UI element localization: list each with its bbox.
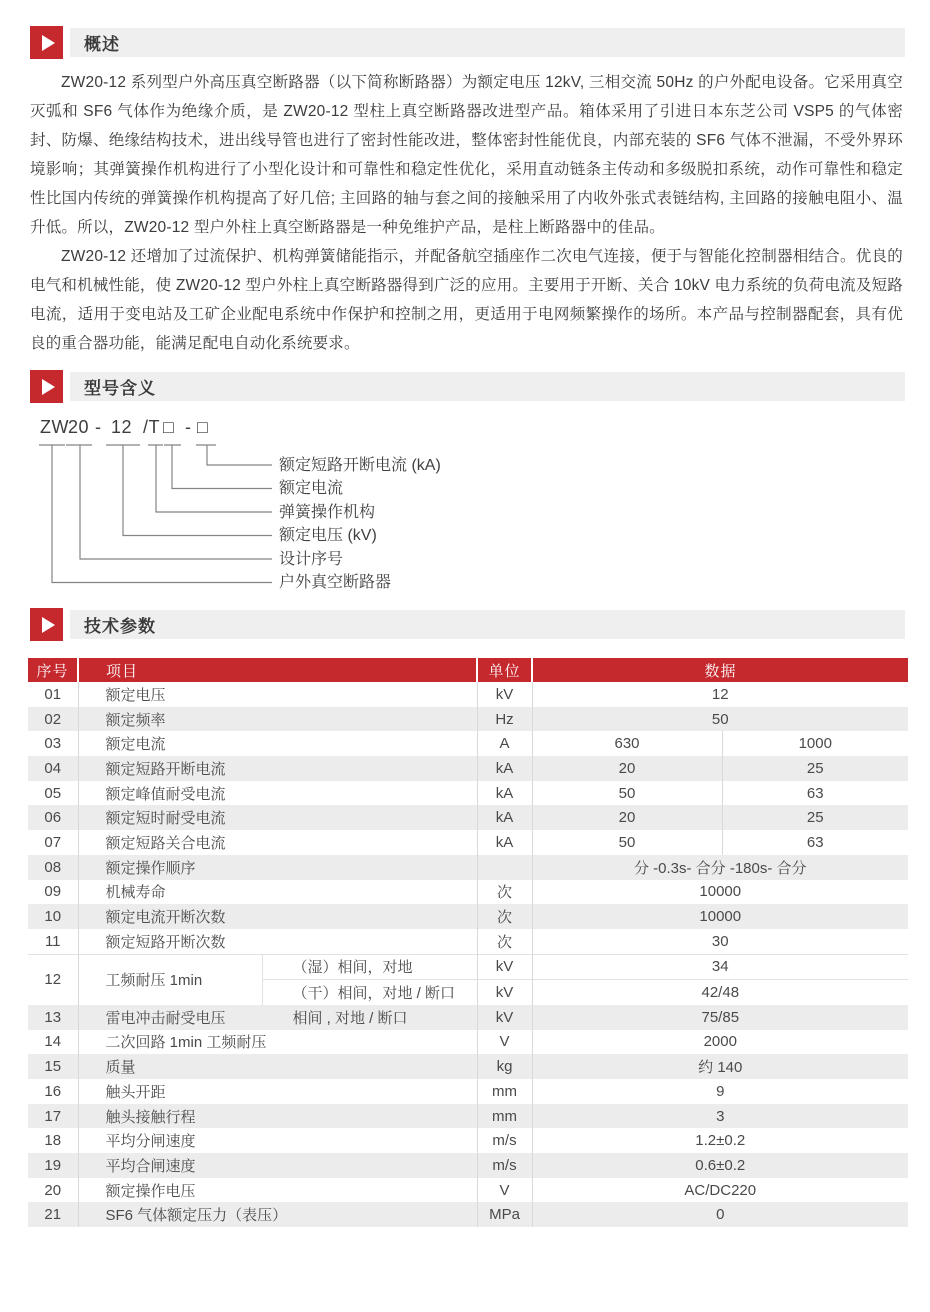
cell-item: 机械寿命 [78, 880, 477, 905]
cell-unit: kV [477, 1005, 532, 1030]
cell-no: 10 [44, 908, 62, 926]
cell-unit: kV [477, 954, 532, 980]
section-overview-header [30, 26, 905, 59]
model-label: 额定短路开断电流 (kA) [279, 457, 441, 474]
cell-no: 11 [44, 932, 61, 950]
cell-no: 21 [44, 1206, 62, 1224]
table-row [28, 1202, 908, 1227]
cell-unit: kA [477, 781, 532, 806]
cell-value: 1.2±0.2 [532, 1128, 908, 1153]
cell-unit: m/s [477, 1128, 532, 1153]
cell-item: 平均合闸速度 [78, 1153, 477, 1178]
cell-value: AC/DC220 [532, 1178, 908, 1203]
spec-table-body [28, 682, 908, 1227]
triangle-glyph [42, 379, 55, 395]
cell-value: 50 [532, 781, 722, 806]
column-header-no: 序号 [28, 658, 78, 682]
cell-item: 额定操作顺序 [78, 855, 477, 880]
cell-value: 25 [722, 805, 908, 830]
cell-value: 约 140 [532, 1054, 908, 1079]
column-header-unit: 单位 [477, 658, 532, 682]
cell-no: 13 [44, 1008, 62, 1026]
item-label: 雷电冲击耐受电压 [105, 1009, 226, 1027]
cell-item: 额定短时耐受电流 [78, 805, 477, 830]
cell-unit: kV [477, 682, 532, 707]
cell-value: 1000 [722, 731, 908, 756]
table-row [28, 904, 908, 929]
section-title-bar [70, 610, 905, 639]
cell-value: 63 [722, 830, 908, 855]
table-row [28, 830, 908, 855]
model-code-segment: □ [163, 417, 175, 437]
cell-item: 额定操作电压 [78, 1178, 477, 1203]
model-label: 弹簧操作机构 [279, 504, 376, 521]
model-label: 额定电流 [279, 480, 344, 497]
table-row [28, 880, 908, 905]
play-triangle-icon [30, 370, 63, 403]
cell-item: 触头开距 [78, 1079, 477, 1104]
cell-unit: V [477, 1030, 532, 1055]
cell-value: 30 [532, 929, 908, 954]
section-title-model: 型号含义 [84, 379, 156, 398]
cell-unit: A [477, 731, 532, 756]
cell-item: 工频耐压 1min [78, 954, 262, 1005]
cell-value: 10000 [532, 880, 908, 905]
table-row [28, 1153, 908, 1178]
cell-unit: kA [477, 830, 532, 855]
cell-item: 二次回路 1min 工频耐压 [78, 1030, 477, 1055]
cell-value: 34 [532, 954, 908, 980]
overview-paragraph-2: ZW20-12 还增加了过流保护、机构弹簧储能指示，并配备航空插座作二次电气连接，便于与智能化控制器相结合。优良的电气和机械性能，使 ZW20-12 型户外柱上真空断路器得到广泛的应用。主要用于开断、关合 10kV 电力系统的负荷电流及短路电流，适用于变电站及工矿企业配电系统中作保护和控制之用，更适用于电网频繁操作的场所。本产品与控制器配套，具有优良的重合器功能，能满足配电自动化系统要求。 [30, 248, 903, 352]
cell-unit: mm [477, 1079, 532, 1104]
table-row [28, 1030, 908, 1055]
table-row [28, 1104, 908, 1129]
item-with-sublabel [106, 1007, 477, 1028]
model-label: 设计序号 [279, 551, 344, 568]
cell-no: 19 [44, 1156, 62, 1174]
cell-no: 02 [44, 710, 62, 728]
model-code-segment: ZW [40, 417, 69, 437]
table-row [28, 855, 908, 880]
overview-paragraph-1: ZW20-12 系列型户外高压真空断路器（以下简称断路器）为额定电压 12kV, 三相交流 50Hz 的户外配电设备。它采用真空灭弧和 SF6 气体作为绝缘介质，是 ZW20-12 型柱上真空断路器改进型产品。箱体采用了引进日本东芝公司 VSP5 的气体密封、防爆、绝缘结构技术，进出线导管也进行了密封性能改进，整体密封性能优良，内部充装的 SF6 气体不泄漏，不受外界环境影响；其弹簧操作机构进行了小型化设计和可靠性和稳定性优化，采用直动链条主传动和多级脱扣系统，动作可靠性和稳定性比国内传统的弹簧操作机构提高了好几倍; 主回路的轴与套之间的接触采用了内收外张式表链结构, 主回路的接触电阻小、温升低。所以，ZW20-12 型户外柱上真空断路器是一种免维护产品，是柱上断路器中的佳品。 [30, 74, 903, 236]
table-row [28, 1079, 908, 1104]
model-code-segment: 12 [111, 417, 133, 437]
cell-subitem: （干）相间，对地 / 断口 [292, 985, 456, 1003]
cell-item: 额定电压 [78, 682, 477, 707]
cell-no: 12 [28, 954, 78, 1005]
model-code-segment: 20 [68, 417, 90, 437]
cell-unit: V [477, 1178, 532, 1203]
cell-value: 12 [532, 682, 908, 707]
table-row [28, 805, 908, 830]
cell-unit: kg [477, 1054, 532, 1079]
cell-no: 06 [44, 809, 62, 827]
datasheet-page [0, 26, 930, 1312]
table-row [28, 929, 908, 954]
cell-value: 42/48 [532, 980, 908, 1005]
spec-table [28, 658, 908, 1227]
table-row [28, 1128, 908, 1153]
cell-no: 18 [44, 1132, 62, 1150]
cell-item: 额定电流开断次数 [78, 904, 477, 929]
item-sublabel: 相间 , 对地 / 断口 [292, 1009, 408, 1027]
column-header-data: 数据 [532, 658, 908, 682]
cell-no: 09 [44, 883, 62, 901]
table-row [28, 1054, 908, 1079]
triangle-glyph [42, 35, 55, 51]
table-row [28, 781, 908, 806]
section-specs-header [30, 608, 905, 641]
cell-value: 630 [532, 731, 722, 756]
cell-unit: 次 [477, 904, 532, 929]
column-header-item: 项目 [78, 658, 477, 682]
cell-value: 75/85 [532, 1005, 908, 1030]
section-title-specs: 技术参数 [84, 617, 156, 636]
cell-value: 20 [532, 756, 722, 781]
model-code-segment: - [185, 417, 192, 437]
cell-no: 04 [44, 759, 62, 777]
cell-item: 额定短路关合电流 [78, 830, 477, 855]
cell-value: 10000 [532, 904, 908, 929]
table-row [28, 1178, 908, 1203]
cell-unit: m/s [477, 1153, 532, 1178]
cell-no: 01 [44, 685, 62, 703]
cell-value: 2000 [532, 1030, 908, 1055]
table-header-row [28, 658, 908, 682]
cell-no: 17 [44, 1107, 62, 1125]
model-connector-lines [0, 413, 930, 598]
cell-unit: MPa [477, 1202, 532, 1227]
cell-unit: mm [477, 1104, 532, 1129]
cell-value: 分 -0.3s- 合分 -180s- 合分 [532, 855, 908, 880]
table-row [28, 756, 908, 781]
cell-value: 0.6±0.2 [532, 1153, 908, 1178]
overview-text [30, 68, 903, 358]
cell-value: 0 [532, 1202, 908, 1227]
cell-no: 05 [44, 784, 62, 802]
cell-no: 08 [44, 858, 62, 876]
section-title-bar [70, 372, 905, 401]
cell-no: 03 [44, 735, 62, 753]
cell-value: 3 [532, 1104, 908, 1129]
cell-subitem: （湿）相间，对地 [262, 954, 477, 980]
cell-value: 9 [532, 1079, 908, 1104]
cell-value: 63 [722, 781, 908, 806]
play-triangle-icon [30, 26, 63, 59]
table-row [28, 954, 908, 980]
cell-unit: 次 [477, 880, 532, 905]
cell-item: 额定频率 [78, 707, 477, 732]
cell-unit: Hz [477, 707, 532, 732]
cell-value: 20 [532, 805, 722, 830]
cell-value: 50 [532, 707, 908, 732]
section-title-bar [70, 28, 905, 57]
cell-item: SF6 气体额定压力（表压） [78, 1202, 477, 1227]
cell-no: 14 [44, 1033, 62, 1051]
table-row [28, 731, 908, 756]
cell-item: 触头接触行程 [78, 1104, 477, 1129]
cell-unit: kA [477, 805, 532, 830]
cell-unit: kV [477, 980, 532, 1005]
model-diagram [0, 413, 930, 598]
model-label: 户外真空断路器 [279, 574, 392, 591]
cell-no: 20 [44, 1181, 62, 1199]
cell-no: 16 [44, 1082, 62, 1100]
cell-item: 质量 [78, 1054, 477, 1079]
model-code-segment: /T [143, 417, 160, 437]
cell-value: 25 [722, 756, 908, 781]
cell-item: 额定短路开断电流 [78, 756, 477, 781]
play-triangle-icon [30, 608, 63, 641]
model-code-segment: - [95, 417, 102, 437]
cell-item: 平均分闸速度 [78, 1128, 477, 1153]
cell-no: 15 [44, 1058, 62, 1076]
model-label: 额定电压 (kV) [279, 527, 377, 544]
cell-item [78, 1005, 477, 1030]
table-row [28, 682, 908, 707]
cell-no: 07 [44, 833, 62, 851]
section-model-header [30, 370, 905, 403]
cell-item: 额定峰值耐受电流 [78, 781, 477, 806]
section-title-overview: 概述 [84, 35, 120, 54]
cell-unit: kA [477, 756, 532, 781]
cell-item: 额定电流 [78, 731, 477, 756]
table-row [28, 707, 908, 732]
table-row [28, 1005, 908, 1030]
model-code-segment: □ [197, 417, 209, 437]
cell-value: 50 [532, 830, 722, 855]
cell-unit [477, 855, 532, 880]
triangle-glyph [42, 617, 55, 633]
cell-item: 额定短路开断次数 [78, 929, 477, 954]
cell-unit: 次 [477, 929, 532, 954]
